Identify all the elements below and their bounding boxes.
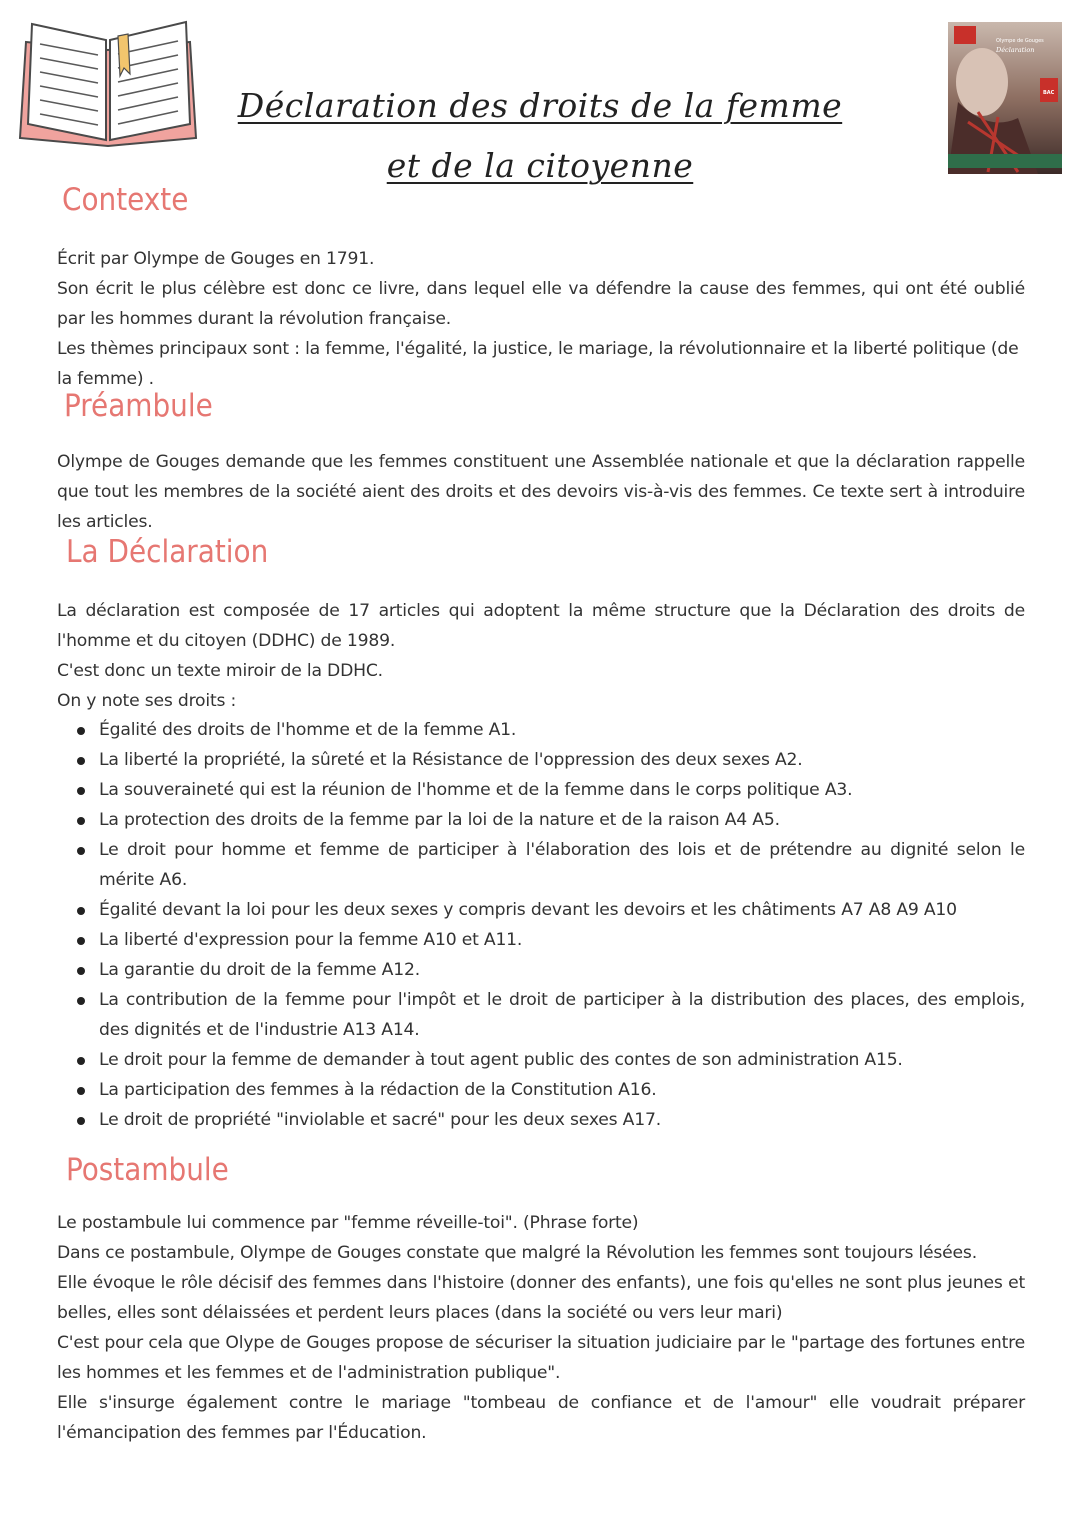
page-title-line2: et de la citoyenne xyxy=(386,146,694,185)
declaration-text xyxy=(57,596,1025,716)
cover-badge: BAC xyxy=(1043,90,1055,96)
list-item: La souveraineté qui est la réunion de l'homme et de la femme dans le corps politique A3. xyxy=(57,775,1025,805)
postambule-line: Le postambule lui commence par "femme réveille-toi". (Phrase forte) xyxy=(57,1213,639,1233)
rights-list xyxy=(57,715,1025,1135)
list-item: Égalité devant la loi pour les deux sexes y compris devant les devoirs et les châtiments A7 A8 A9 A10 xyxy=(57,895,1025,925)
contexte-line: Écrit par Olympe de Gouges en 1791. xyxy=(57,249,375,269)
list-item: La liberté d'expression pour la femme A10 et A11. xyxy=(57,925,1025,955)
heading-contexte: Contexte xyxy=(62,182,189,218)
postambule-line: Dans ce postambule, Olympe de Gouges constate que malgré la Révolution les femmes sont toujours lésées. xyxy=(57,1243,977,1263)
list-item: La protection des droits de la femme par la loi de la nature et de la raison A4 A5. xyxy=(57,805,1025,835)
list-item: Le droit pour la femme de demander à tout agent public des contes de son administration A15. xyxy=(57,1045,1025,1075)
open-book-icon xyxy=(18,14,198,154)
list-item: La participation des femmes à la rédaction de la Constitution A16. xyxy=(57,1075,1025,1105)
list-item: La liberté la propriété, la sûreté et la Résistance de l'oppression des deux sexes A2. xyxy=(57,745,1025,775)
declaration-line: La déclaration est composée de 17 articles qui adoptent la même structure que la Déclaration des droits de l'homme et du citoyen (DDHC) de 1989. xyxy=(57,601,1025,651)
heading-preambule: Préambule xyxy=(64,388,213,424)
heading-declaration: La Déclaration xyxy=(66,534,269,570)
cover-author: Olympe de Gouges xyxy=(996,38,1044,44)
heading-postambule: Postambule xyxy=(66,1152,229,1188)
postambule-line: Elle évoque le rôle décisif des femmes dans l'histoire (donner des enfants), une fois qu'elles ne sont plus jeunes et belles, elles sont délaissées et perdent leurs places (dans la société ou vers leur mari) xyxy=(57,1273,1025,1323)
postambule-line: C'est pour cela que Olype de Gouges propose de sécuriser la situation judiciaire par le "partage des fortunes entre les hommes et les femmes et de l'administration publique". xyxy=(57,1333,1025,1383)
postambule-text xyxy=(57,1208,1025,1448)
list-item: Égalité des droits de l'homme et de la femme A1. xyxy=(57,715,1025,745)
declaration-line: On y note ses droits : xyxy=(57,691,237,711)
list-item: Le droit de propriété "inviolable et sacré" pour les deux sexes A17. xyxy=(57,1105,1025,1135)
list-item: La contribution de la femme pour l'impôt et le droit de participer à la distribution des places, des emplois, des dignités et de l'industrie A13 A14. xyxy=(57,985,1025,1045)
declaration-line: C'est donc un texte miroir de la DDHC. xyxy=(57,661,383,681)
contexte-line: Les thèmes principaux sont : la femme, l'égalité, la justice, le mariage, la révolutionnaire et la liberté politique (de la femme) . xyxy=(57,339,1019,389)
preambule-text xyxy=(57,447,1025,537)
postambule-line: Elle s'insurge également contre le mariage "tombeau de confiance et de l'amour" elle voudrait préparer l'émancipation des femmes par l'Éducation. xyxy=(57,1393,1025,1443)
preambule-paragraph: Olympe de Gouges demande que les femmes constituent une Assemblée nationale et que la déclaration rappelle que tout les membres de la société aient des droits et des devoirs vis-à-vis des femmes. Ce texte sert à introduire les articles. xyxy=(57,452,1025,532)
contexte-text xyxy=(57,244,1025,394)
page-title-line1: Déclaration des droits de la femme xyxy=(237,86,843,125)
list-item: Le droit pour homme et femme de participer à l'élaboration des lois et de prétendre au dignité selon le mérite A6. xyxy=(57,835,1025,895)
list-item: La garantie du droit de la femme A12. xyxy=(57,955,1025,985)
cover-title-short: Déclaration xyxy=(996,46,1035,54)
contexte-line: Son écrit le plus célèbre est donc ce livre, dans lequel elle va défendre la cause des femmes, qui ont été oublié par les hommes durant la révolution française. xyxy=(57,279,1025,329)
